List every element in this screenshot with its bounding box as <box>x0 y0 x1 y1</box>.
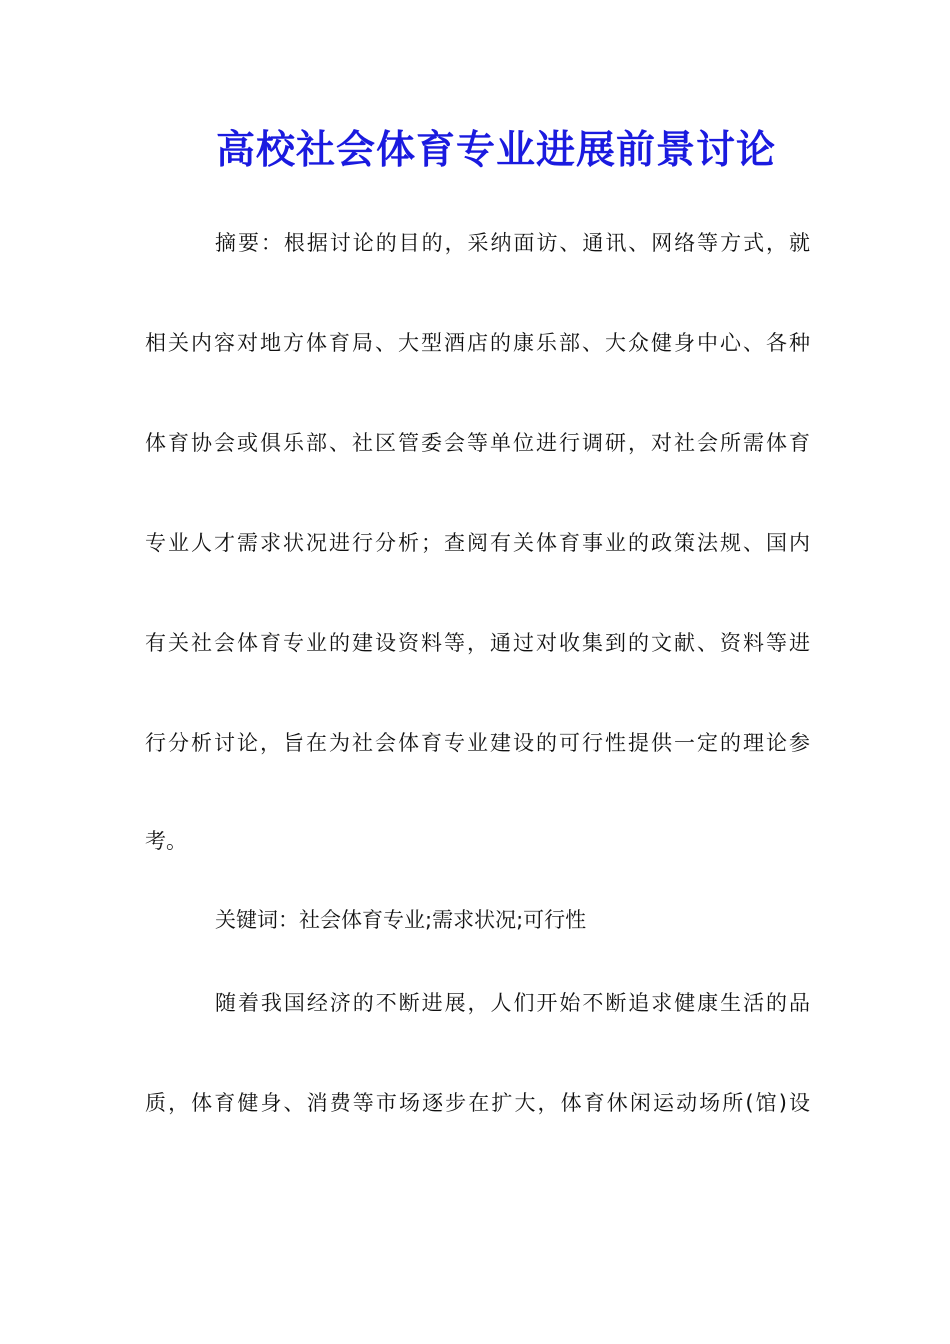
document-title: 高校社会体育专业进展前景讨论 <box>215 127 776 173</box>
abstract-line-3: 体育协会或俱乐部、社区管委会等单位进行调研，对社会所需体育 <box>145 431 810 455</box>
abstract-line-6: 行分析讨论，旨在为社会体育专业建设的可行性提供一定的理论参 <box>145 731 810 755</box>
abstract-line-4: 专业人才需求状况进行分析；查阅有关体育事业的政策法规、国内 <box>145 531 810 555</box>
abstract-line-7: 考。 <box>145 829 187 853</box>
abstract-line-1: 摘要：根据讨论的目的，采纳面访、通讯、网络等方式，就 <box>215 231 810 255</box>
abstract-line-2: 相关内容对地方体育局、大型酒店的康乐部、大众健身中心、各种 <box>145 331 810 355</box>
body-line-2: 质，体育健身、消费等市场逐步在扩大，体育休闲运动场所(馆)设 <box>145 1091 810 1115</box>
abstract-line-5: 有关社会体育专业的建设资料等，通过对收集到的文献、资料等进 <box>145 631 810 655</box>
body-line-1: 随着我国经济的不断进展，人们开始不断追求健康生活的品 <box>215 991 810 1015</box>
keywords-line: 关键词：社会体育专业;需求状况;可行性 <box>215 908 587 932</box>
